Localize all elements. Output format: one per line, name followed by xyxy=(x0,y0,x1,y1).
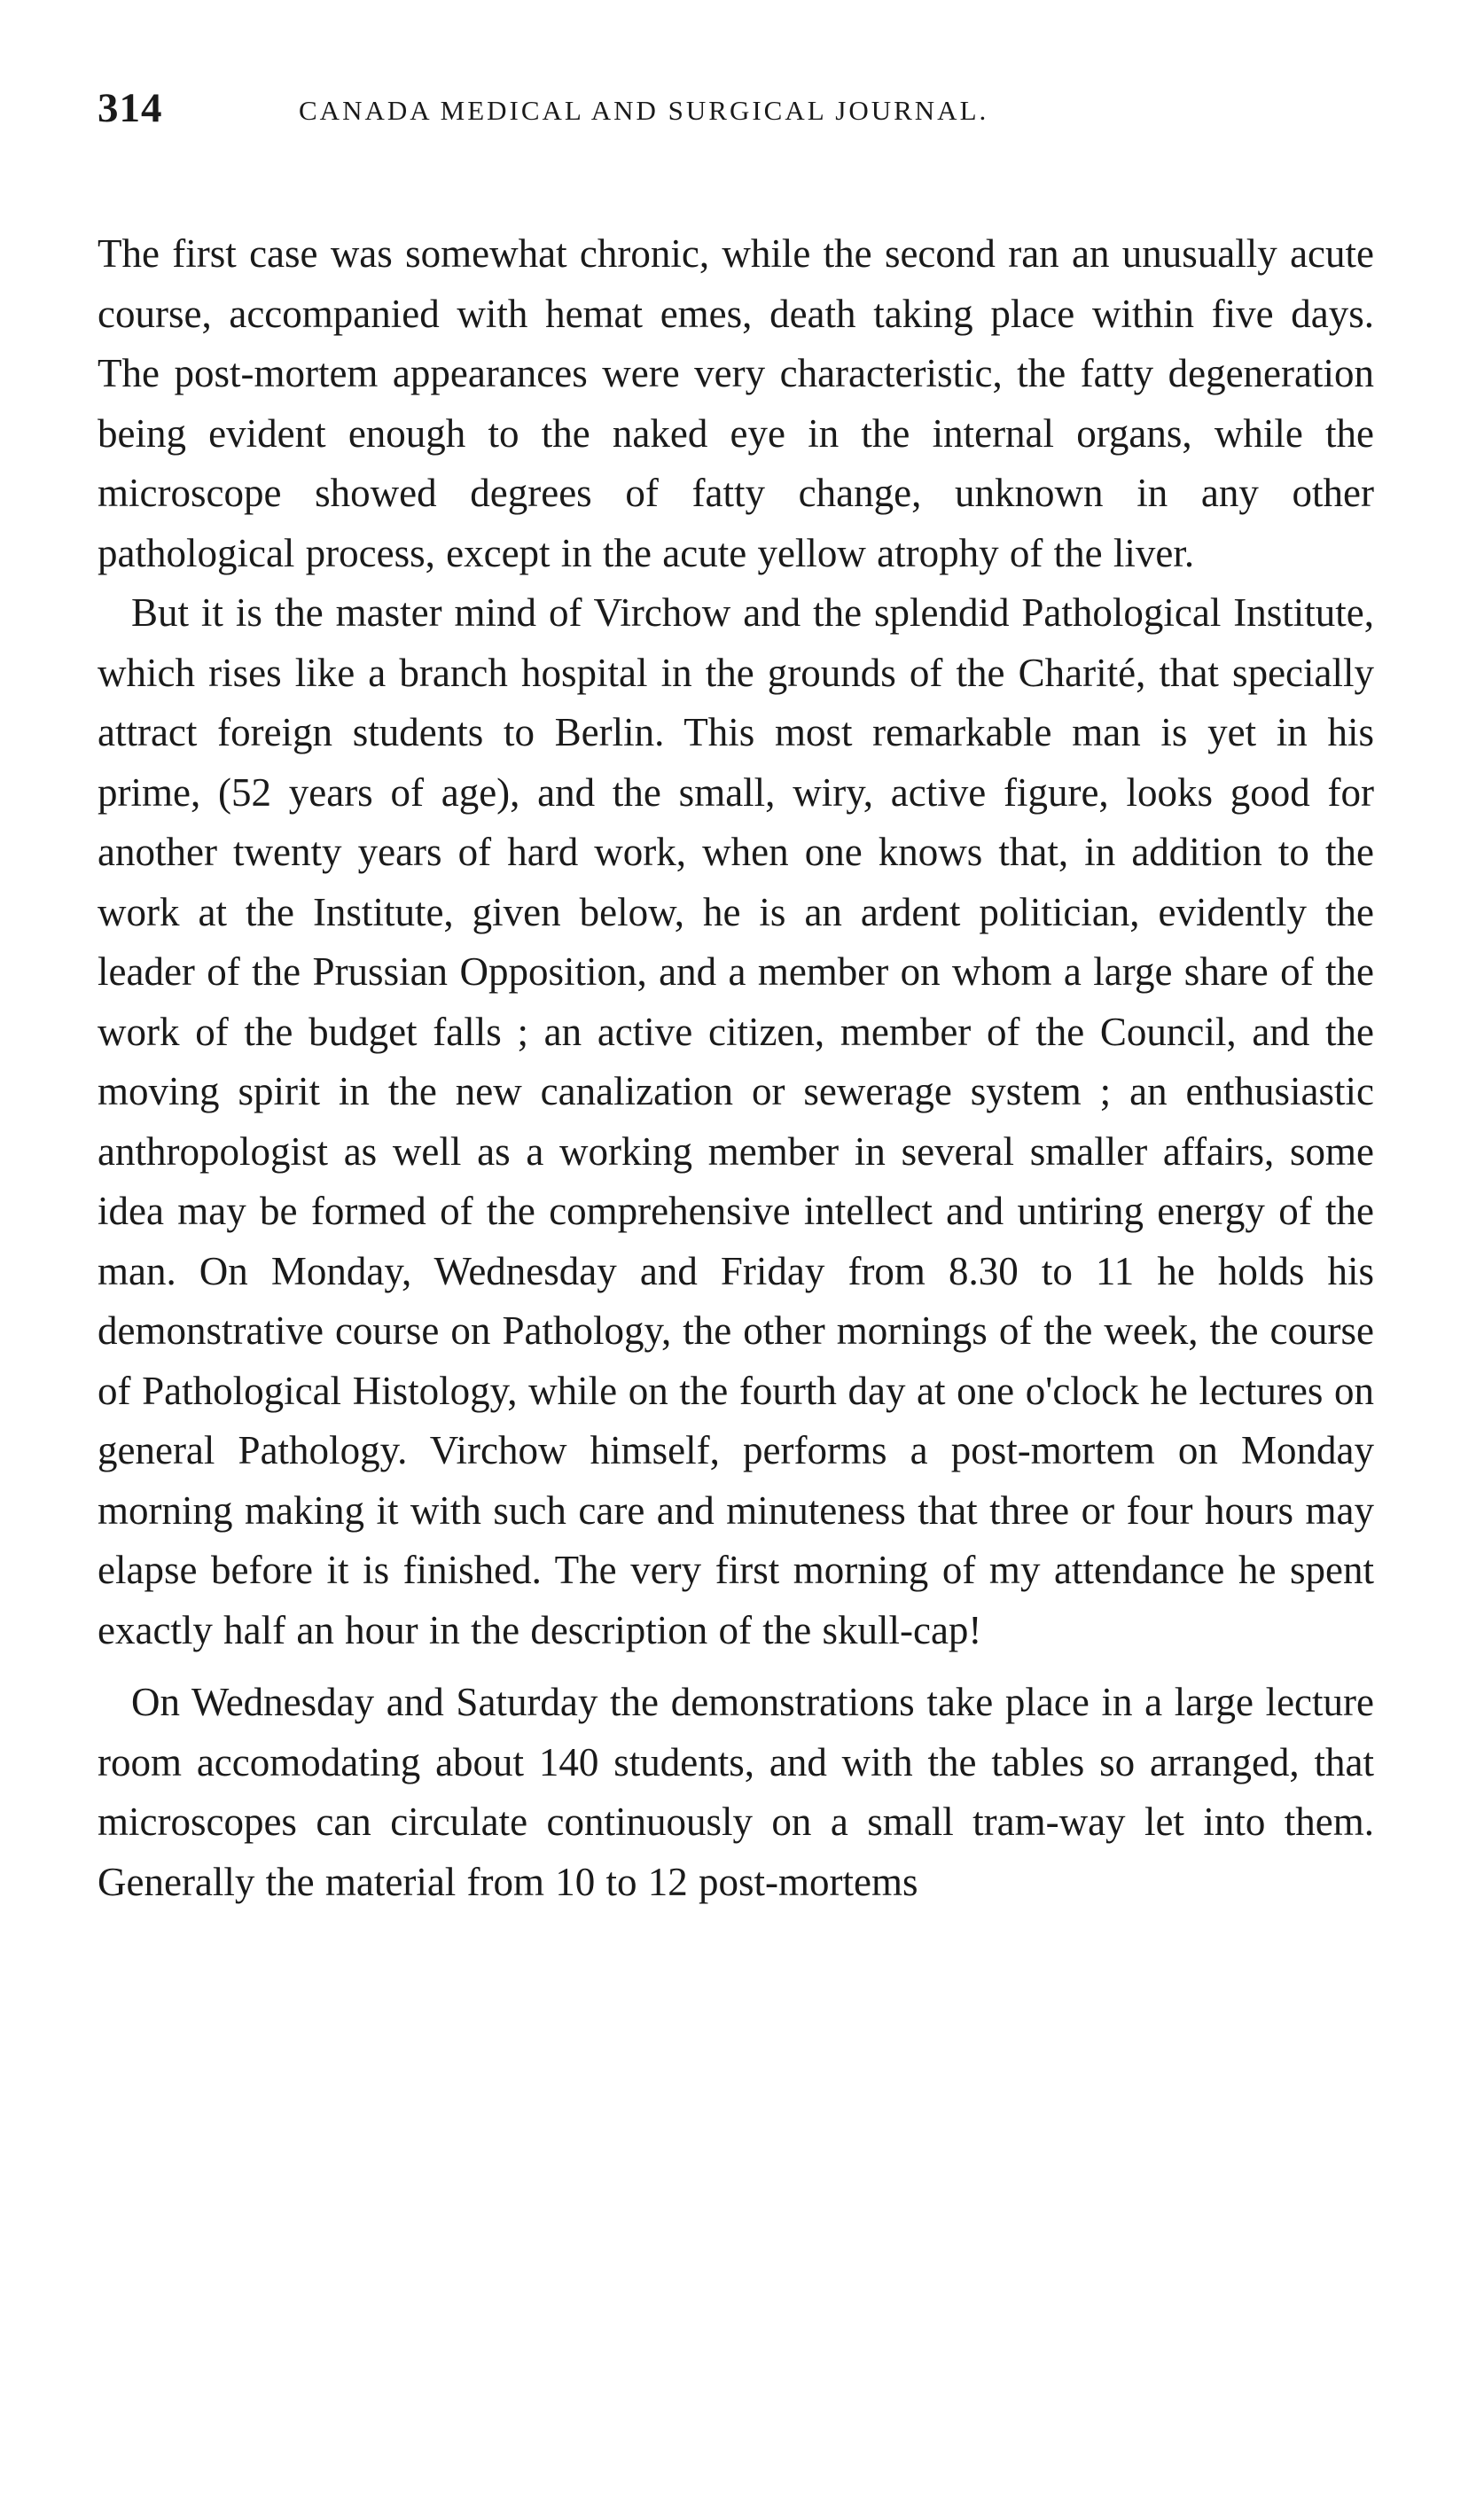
page-number: 314 xyxy=(98,85,163,131)
paragraph-case-description: The first case was somewhat chronic, while the second ran an unusually acute course, accompanied with hemat emes, death taking place within five days. The post-mortem appearances were very characteristic, the fatty degeneration being evident enough to the naked eye in the internal organs, while the microscope showed degrees of fatty change, unknown in any other pathological process, except in the acute yellow atrophy of the liver. xyxy=(98,231,1374,575)
article-body xyxy=(98,224,1374,1912)
journal-page xyxy=(98,84,1374,1912)
running-head xyxy=(98,84,1374,155)
journal-title: CANADA MEDICAL AND SURGICAL JOURNAL. xyxy=(299,95,989,126)
paragraph-demonstrations: On Wednesday and Saturday the demonstrations take place in a large lecture room accomodating about 140 students, and with the tables so arranged, that microscopes can circulate continuously on a small tram-way let into them. Generally the material from 10 to 12 post-mortems xyxy=(98,1680,1374,1904)
paragraph-virchow: But it is the master mind of Virchow and the splendid Pathological Institute, which rises like a branch hospital in the grounds of the Charité, that specially attract foreign students to Berlin. This most remarkable man is yet in his prime, (52 years of age), and the small, wiry, active figure, looks good for another twenty years of hard work, when one knows that, in addition to the work at the Institute, given below, he is an ardent politician, evidently the leader of the Prussian Opposition, and a member on whom a large share of the work of the budget falls ; an active citizen, member of the Council, and the moving spirit in the new canalization or sewerage system ; an enthusiastic anthropologist as well as a working member in several smaller affairs, some idea may be formed of the comprehensive intellect and untiring energy of the man. On Monday, Wednesday and Friday from 8.30 to 11 he holds his demonstrative course on Pathology, the other mornings of the week, the course of Pathological Histology, while on the fourth day at one o'clock he lectures on general Pathology. Virchow himself, performs a post-mortem on Monday morning making it with such care and minuteness that three or four hours may elapse before it is finished. The very first morning of my attendance he spent exactly half an hour in the description of the skull-cap! xyxy=(98,590,1374,1652)
